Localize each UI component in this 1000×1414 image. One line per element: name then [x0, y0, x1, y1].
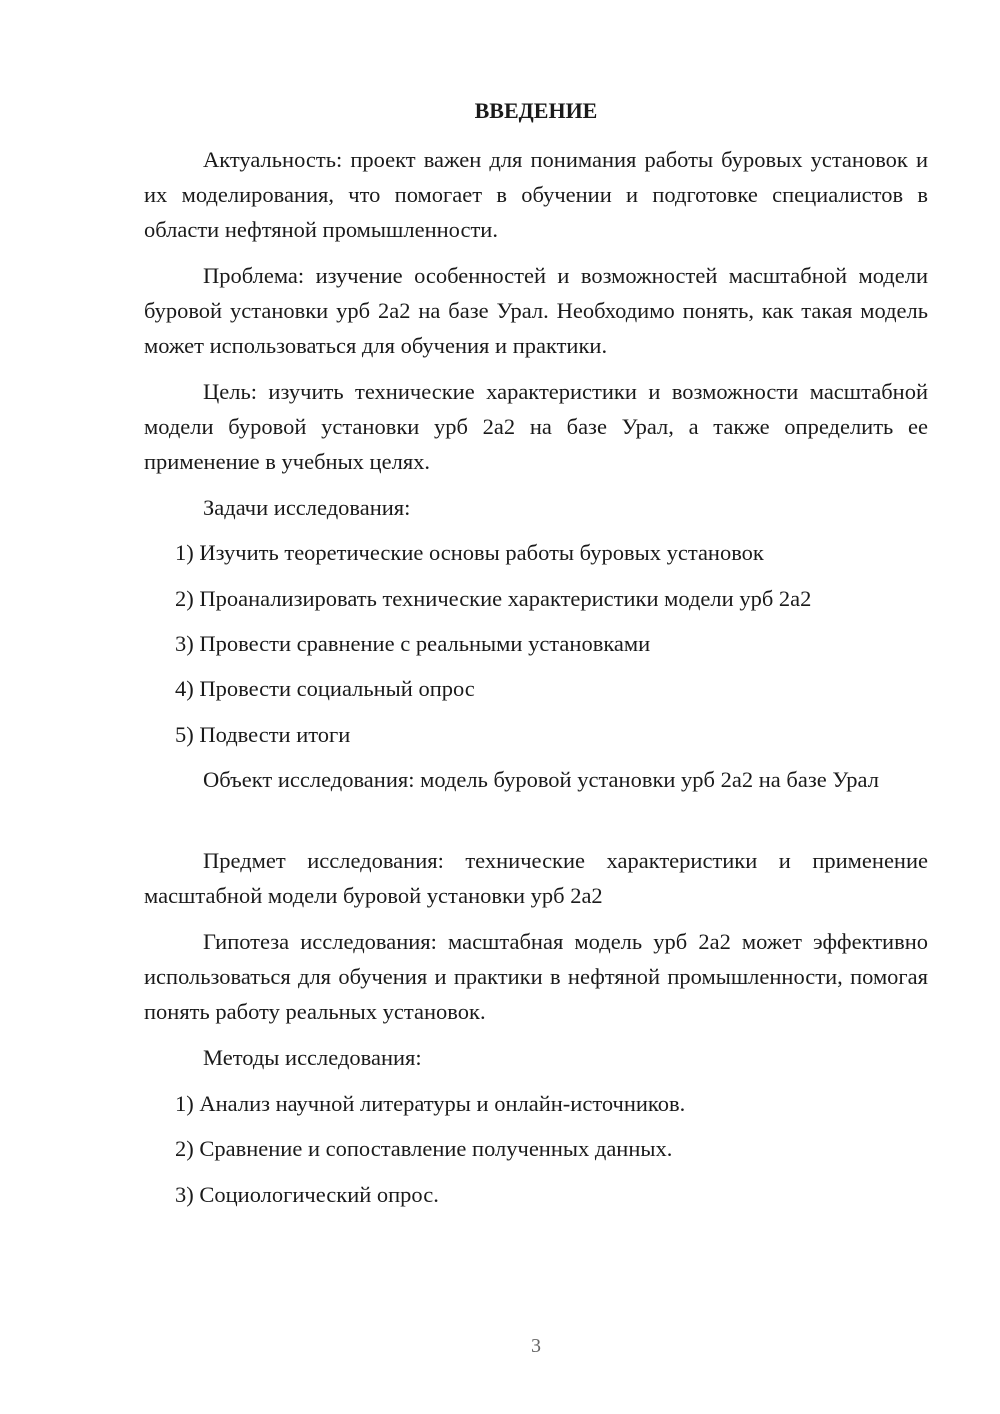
paragraph-relevance: Актуальность: проект важен для понимания работы буровых установок и их моделирования, что помогает в обучении и подготовке специалистов в области нефтяной промышленности.: [144, 147, 928, 242]
section-heading: ВВЕДЕНИЕ: [474, 98, 598, 123]
task-item: 3) Провести сравнение с реальными установками: [175, 631, 651, 656]
task-item: 5) Подвести итоги: [175, 722, 351, 747]
paragraph-subject: Предмет исследования: технические характеристики и применение масштабной модели буровой установки урб 2а2: [144, 848, 928, 908]
paragraph-goal: Цель: изучить технические характеристики и возможности масштабной модели буровой установки урб 2а2 на базе Урал, а также определить ее применение в учебных целях.: [144, 379, 928, 474]
task-item: 1) Изучить теоретические основы работы буровых установок: [175, 540, 764, 565]
paragraph-hypothesis: Гипотеза исследования: масштабная модель урб 2а2 может эффективно использоваться для обучения и практики в нефтяной промышленности, помогая понять работу реальных установок.: [144, 929, 928, 1024]
method-item: 1) Анализ научной литературы и онлайн-источников.: [175, 1091, 686, 1116]
methods-title: Методы исследования:: [203, 1045, 422, 1070]
paragraph-object: Объект исследования: модель буровой установки урб 2а2 на базе Урал: [203, 767, 879, 792]
method-item: 2) Сравнение и сопоставление полученных данных.: [175, 1136, 673, 1161]
paragraph-problem: Проблема: изучение особенностей и возможностей масштабной модели буровой установки урб 2а2 на базе Урал. Необходимо понять, как такая модель может использоваться для обучения и практики.: [144, 263, 928, 358]
tasks-title: Задачи исследования:: [203, 495, 411, 520]
page-number: 3: [531, 1335, 541, 1357]
task-item: 4) Провести социальный опрос: [175, 676, 475, 701]
task-item: 2) Проанализировать технические характеристики модели урб 2а2: [175, 586, 812, 611]
method-item: 3) Социологический опрос.: [175, 1182, 439, 1207]
